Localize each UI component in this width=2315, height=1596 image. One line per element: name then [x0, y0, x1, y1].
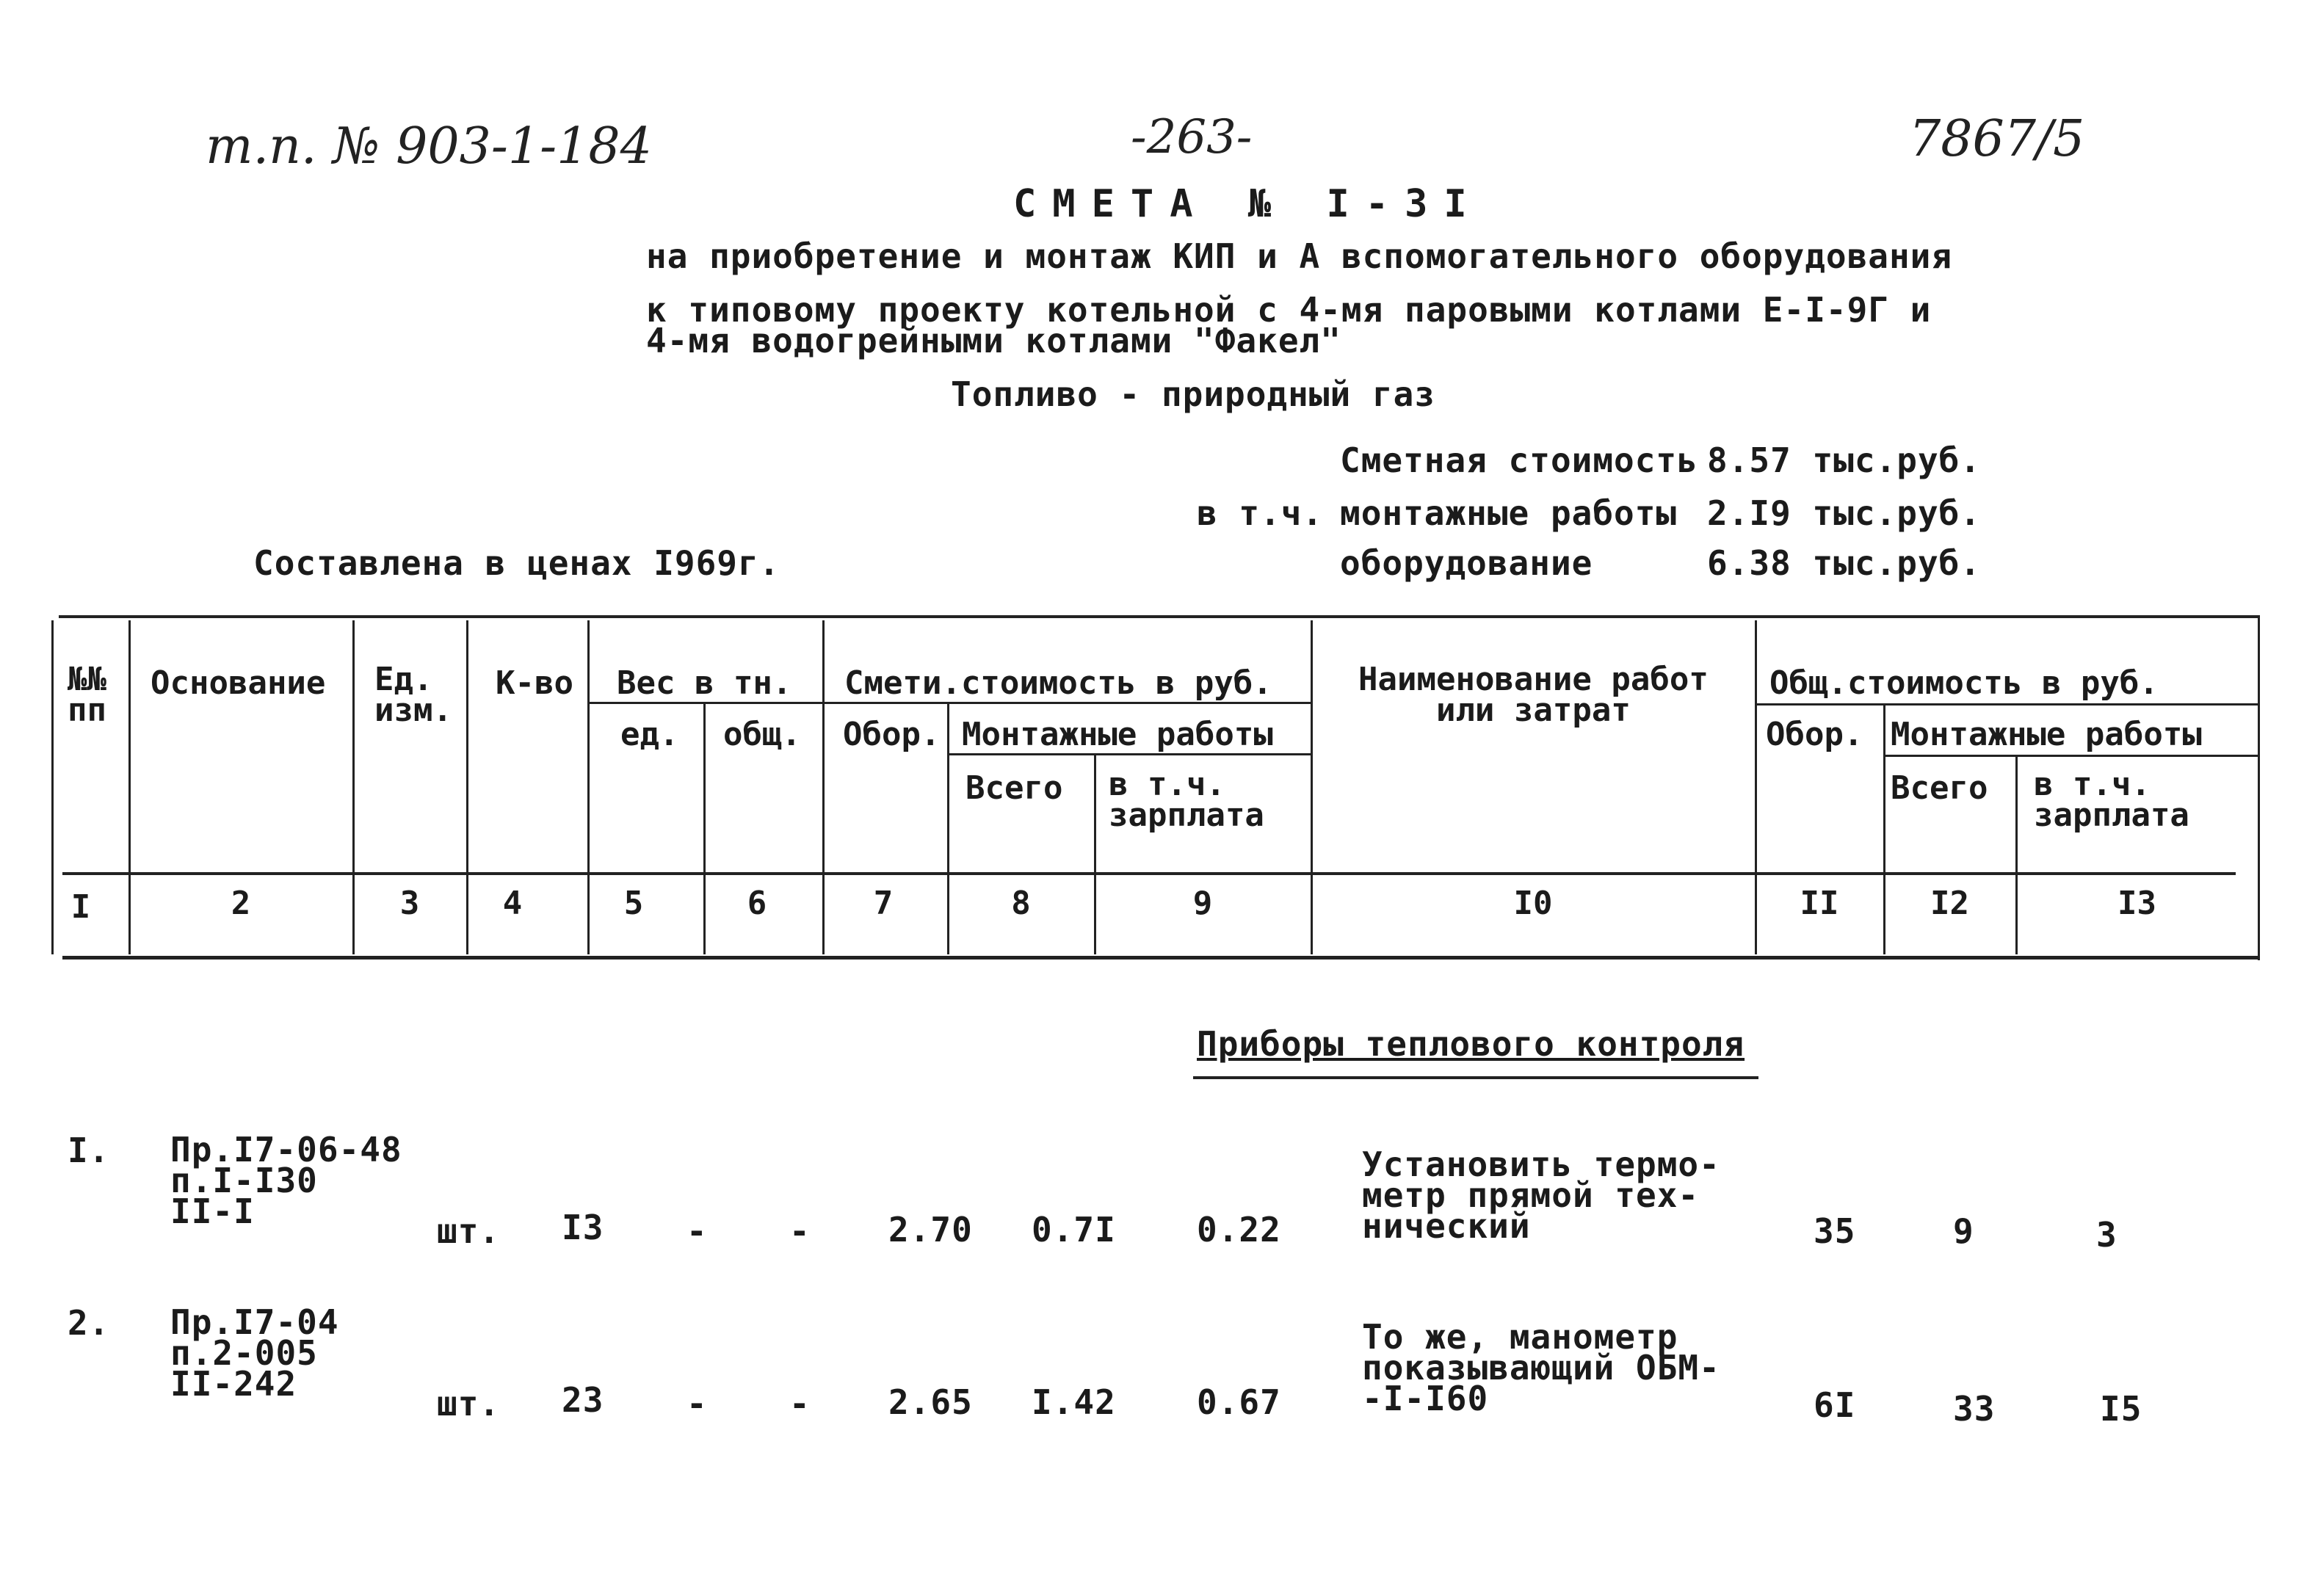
header-gen-cost: Общ.стоимость в руб. — [1769, 664, 2159, 702]
archive-number: 7867/5 — [1909, 110, 2085, 168]
header-equip: Обор. — [843, 716, 941, 753]
row-number: I. — [68, 1131, 110, 1170]
row-unit: шт. — [437, 1384, 501, 1423]
header-weight-unit: ед. — [620, 716, 679, 753]
col-number-11: II — [1800, 885, 1839, 922]
col-number-9: 9 — [1192, 885, 1213, 922]
row-work-name: Установить термо- метр прямой тех- нический — [1362, 1145, 1720, 1246]
install-cost-value: 2.I9 тыс.руб. — [1707, 493, 1982, 533]
header-est-cost: Смети.стоимость в руб. — [844, 664, 1272, 702]
col-number-4: 4 — [502, 885, 523, 922]
subtitle-line-1: на приобретение и монтаж КИП и А вспомогательного оборудования — [646, 236, 1953, 276]
header-wage: в т.ч. зарплата — [1109, 766, 1264, 834]
total-cost-value: 8.57 тыс.руб. — [1707, 440, 1982, 480]
row-wage: 0.22 — [1197, 1210, 1281, 1249]
row-work-name: То же, манометр показывающий ОБМ- -I-I60 — [1362, 1317, 1720, 1418]
project-code: т.п. № 903-1-184 — [206, 117, 652, 175]
total-cost-label: Сметная стоимость — [1340, 440, 1698, 480]
col-number-13: I3 — [2117, 885, 2156, 922]
col-number-7: 7 — [873, 885, 894, 922]
subtitle-line-2: к типовому проекту котельной с 4-мя паровыми котлами Е-I-9Г и — [646, 290, 1932, 330]
document-title: СМЕТА № I-3I — [1013, 182, 1483, 226]
col-number-5: 5 — [623, 885, 644, 922]
col-number-12: I2 — [1930, 885, 1969, 922]
row-unit: шт. — [437, 1211, 501, 1251]
col-number-1: I — [70, 888, 91, 926]
row-gen-wage: 3 — [2096, 1215, 2117, 1255]
header-basis: Основание — [151, 664, 326, 702]
col-number-8: 8 — [1011, 885, 1031, 922]
row-qty: 23 — [562, 1380, 604, 1420]
page-number: -263- — [1131, 110, 1253, 164]
row-install-total: I.42 — [1032, 1382, 1116, 1422]
col-number-10: I0 — [1513, 885, 1553, 922]
row-number: 2. — [68, 1303, 110, 1343]
equip-cost-label: оборудование — [1340, 543, 1593, 583]
header-install: Монтажные работы — [962, 716, 1273, 753]
row-equip: 2.65 — [888, 1382, 973, 1422]
row-gen-total: 33 — [1953, 1389, 1996, 1429]
header-num: №№ пп — [68, 661, 106, 729]
equip-cost-value: 6.38 тыс.руб. — [1707, 543, 1982, 583]
header-gen-wage: в т.ч. зарплата — [2034, 766, 2189, 834]
row-basis: Пр.I7-04 п.2-005 II-242 — [170, 1302, 339, 1404]
subtitle-line-3: 4-мя водогрейными котлами "Факел" — [646, 321, 1341, 360]
row-gen-total: 9 — [1953, 1211, 1974, 1251]
header-gen-install: Монтажные работы — [1891, 716, 2202, 753]
header-weight-total: общ. — [723, 716, 801, 753]
fuel-line: Топливо - природный газ — [951, 374, 1435, 414]
header-gen-equip: Обор. — [1766, 716, 1863, 753]
row-weight-unit: - — [686, 1384, 708, 1423]
row-weight-unit: - — [686, 1211, 708, 1251]
row-basis: Пр.I7-06-48 п.I-I30 II-I — [170, 1130, 402, 1231]
row-weight-total: - — [789, 1211, 811, 1251]
row-install-total: 0.7I — [1032, 1210, 1116, 1249]
header-work-name: Наименование работ или затрат — [1358, 661, 1709, 729]
row-gen-equip: 6I — [1814, 1385, 1856, 1425]
col-number-3: 3 — [399, 885, 420, 922]
header-unit: Ед. изм. — [374, 661, 452, 729]
header-total: Всего — [966, 769, 1063, 807]
section-title: Приборы теплового контроля — [1197, 1024, 1745, 1064]
row-qty: I3 — [562, 1208, 604, 1247]
row-weight-total: - — [789, 1384, 811, 1423]
section-underline — [1193, 1076, 1758, 1079]
col-number-6: 6 — [747, 885, 767, 922]
col-number-2: 2 — [231, 885, 251, 922]
header-gen-total: Всего — [1891, 769, 1988, 807]
install-cost-label: монтажные работы — [1340, 493, 1678, 533]
prices-note: Составлена в ценах I969г. — [253, 543, 780, 583]
incl-prefix: в т.ч. — [1197, 493, 1324, 533]
row-gen-equip: 35 — [1814, 1211, 1856, 1251]
header-weight: Вес в тн. — [617, 664, 792, 702]
row-wage: 0.67 — [1197, 1382, 1281, 1422]
row-equip: 2.70 — [888, 1210, 973, 1249]
row-gen-wage: I5 — [2100, 1389, 2142, 1429]
header-qty: К-во — [496, 664, 573, 702]
